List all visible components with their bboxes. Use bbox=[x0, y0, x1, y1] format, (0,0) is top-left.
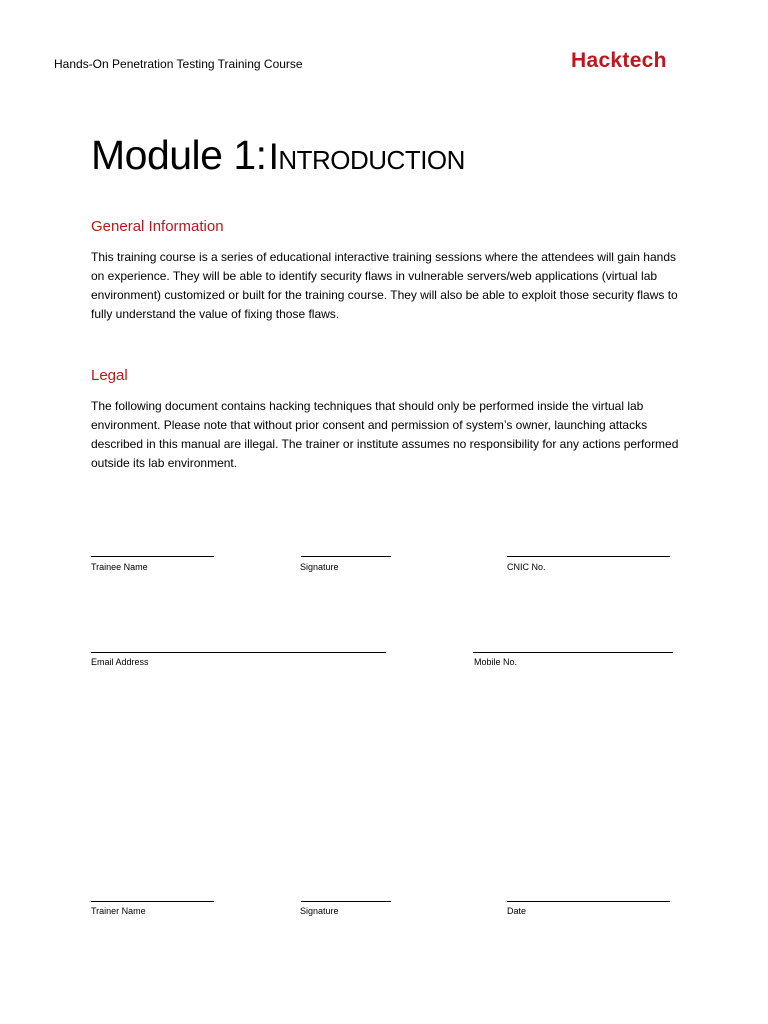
module-title bbox=[91, 132, 465, 179]
mobile-label: Mobile No. bbox=[474, 657, 518, 667]
date-label: Date bbox=[507, 906, 527, 916]
date-line[interactable] bbox=[507, 901, 670, 902]
trainee-signature-label: Signature bbox=[300, 562, 339, 572]
trainer-name-line[interactable] bbox=[91, 901, 214, 902]
general-information-body: This training course is a series of educational interactive training sessions where the attendees will gain hands on experience. They will be able to identify security flaws in vulnerable servers/web applications (virtual lab environment) customized or built for the training course. They will also be able to exploit those security flaws to fully understand the value of fixing those flaws. bbox=[91, 250, 678, 321]
mobile-line[interactable] bbox=[473, 652, 673, 653]
cnic-label: CNIC No. bbox=[507, 562, 546, 572]
general-information-heading: General Information bbox=[91, 218, 224, 235]
brand-logo: Hacktech bbox=[571, 49, 667, 72]
trainee-signature-line[interactable] bbox=[301, 556, 391, 557]
course-title: Hands-On Penetration Testing Training Course bbox=[54, 57, 303, 71]
module-name: Introduction bbox=[268, 136, 465, 177]
module-prefix: Module 1: bbox=[91, 132, 267, 178]
legal-body: The following document contains hacking techniques that should only be performed inside the virtual lab environment. Please note that without prior consent and permission of system’s owner, launching attacks described in this manual are illegal. The trainer or institute assumes no responsibility for any actions performed outside its lab environment. bbox=[91, 399, 679, 470]
email-line[interactable] bbox=[91, 652, 386, 653]
trainee-name-line[interactable] bbox=[91, 556, 214, 557]
trainer-signature-label: Signature bbox=[300, 906, 339, 916]
trainee-name-label: Trainee Name bbox=[91, 562, 148, 572]
legal-heading: Legal bbox=[91, 367, 128, 384]
email-label: Email Address bbox=[91, 657, 149, 667]
cnic-line[interactable] bbox=[507, 556, 670, 557]
trainer-signature-line[interactable] bbox=[301, 901, 391, 902]
trainer-name-label: Trainer Name bbox=[91, 906, 146, 916]
